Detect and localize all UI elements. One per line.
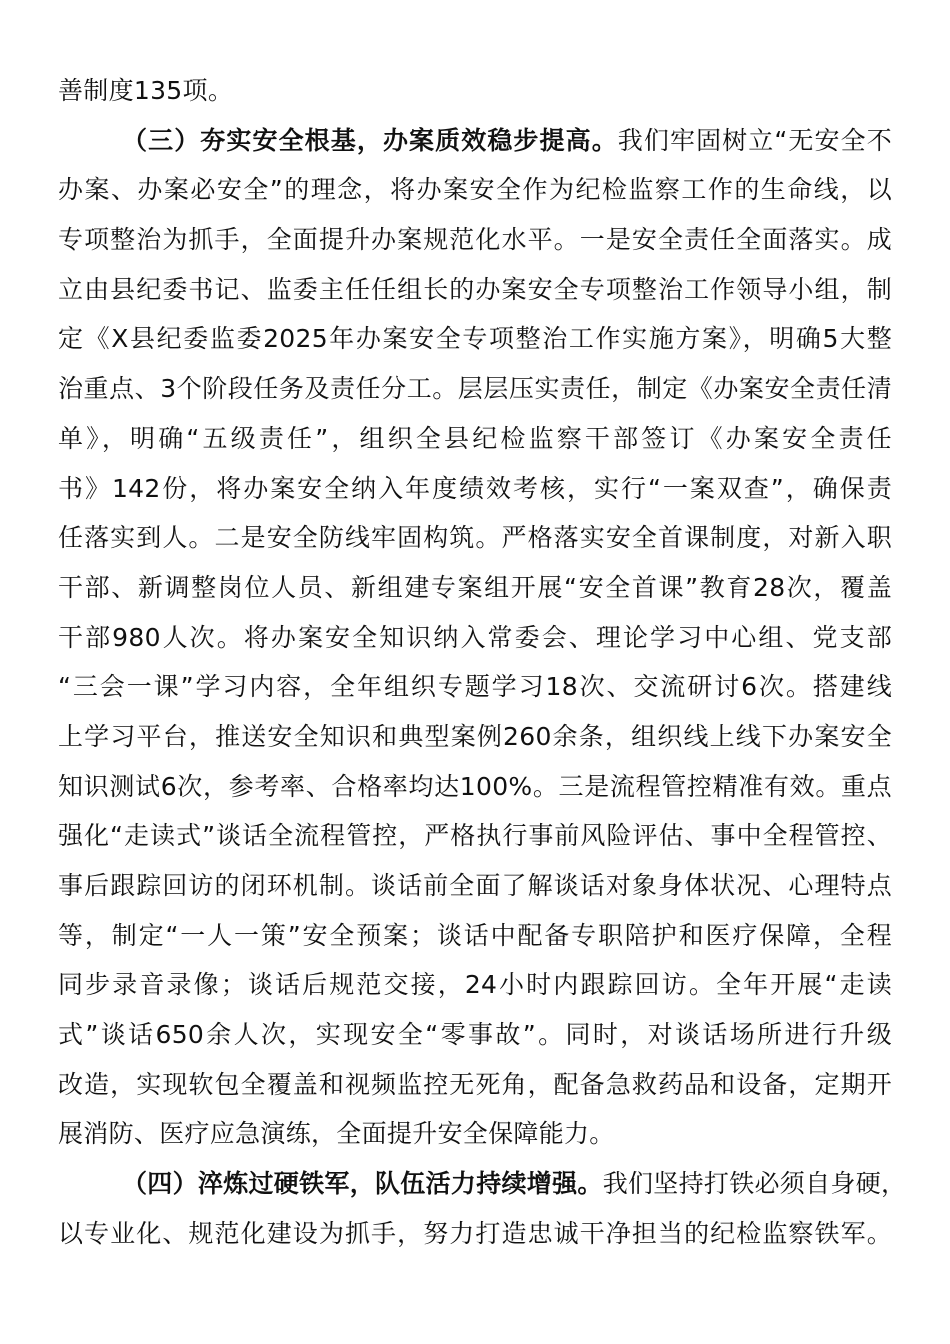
body-text: 同步录音录像；谈话后规范交接，24小时内跟踪回访。全年开展“走读 xyxy=(58,970,892,1000)
body-text: 知识测试6次，参考率、合格率均达100%。三是流程管控精准有效。重点 xyxy=(58,771,892,801)
text-line xyxy=(58,215,892,265)
section-heading: （四）淬炼过硬铁军，队伍活力持续增强。 xyxy=(122,1169,603,1199)
text-line xyxy=(58,1159,907,1209)
body-text: 上学习平台，推送安全知识和典型案例260余条，组织线上线下办案安全 xyxy=(58,721,892,751)
body-text: 书》142份，将办案安全纳入年度绩效考核，实行“一案双查”，确保责 xyxy=(58,473,892,503)
text-line xyxy=(58,861,892,911)
paragraph xyxy=(58,66,892,116)
section-heading: （三）夯实安全根基，办案质效稳步提高。 xyxy=(122,125,618,155)
text-line xyxy=(58,66,892,116)
paragraph xyxy=(58,1159,907,1258)
text-line xyxy=(58,314,892,364)
text-line xyxy=(58,1209,892,1259)
text-line xyxy=(58,1109,892,1159)
body-text: 干部、新调整岗位人员、新组建专案组开展“安全首课”教育28次，覆盖 xyxy=(58,572,892,602)
body-text: 办案、办案必安全”的理念，将办案安全作为纪检监察工作的生命线，以 xyxy=(58,175,892,205)
text-line xyxy=(58,811,892,861)
body-text: 单》，明确“五级责任”，组织全县纪检监察干部签订《办案安全责任 xyxy=(58,423,892,453)
body-text: 善制度135项。 xyxy=(58,76,234,105)
text-line xyxy=(58,1010,892,1060)
document-body xyxy=(58,66,907,1259)
body-text: 事后跟踪回访的闭环机制。谈话前全面了解谈话对象身体状况、心理特点 xyxy=(58,871,892,900)
body-text: 任落实到人。二是安全防线牢固构筑。严格落实安全首课制度，对新入职 xyxy=(58,523,892,553)
text-line xyxy=(58,165,892,215)
text-line xyxy=(58,1060,892,1110)
body-text: 等，制定“一人一策”安全预案；谈话中配备专职陪护和医疗保障，全程 xyxy=(58,920,892,950)
body-text: 治重点、3个阶段任务及责任分工。层层压实责任，制定《办案安全责任清 xyxy=(58,374,892,404)
text-line xyxy=(58,464,892,514)
text-line xyxy=(58,712,892,762)
body-text: 我们坚持打铁必须自身硬， xyxy=(602,1169,907,1199)
text-line xyxy=(58,414,892,464)
body-text: 式”谈话650余人次，实现安全“零事故”。同时，对谈话场所进行升级 xyxy=(58,1020,892,1050)
body-text: 改造，实现软包全覆盖和视频监控无死角，配备急救药品和设备，定期开 xyxy=(58,1069,892,1099)
body-text: 以专业化、规范化建设为抓手，努力打造忠诚干净担当的纪检监察铁军。 xyxy=(58,1218,892,1248)
text-line xyxy=(58,613,892,663)
body-text: 干部980人次。将办案安全知识纳入常委会、理论学习中心组、党支部 xyxy=(58,622,892,652)
text-line xyxy=(58,116,892,166)
body-text: “三会一课”学习内容，全年组织专题学习18次、交流研讨6次。搭建线 xyxy=(58,672,892,702)
body-text: 定《X县纪委监委2025年办案安全专项整治工作实施方案》，明确5大整 xyxy=(58,324,892,354)
body-text: 立由县纪委书记、监委主任任组长的办案安全专项整治工作领导小组，制 xyxy=(58,274,892,304)
body-text: 我们牢固树立“无安全不 xyxy=(617,125,892,155)
text-line xyxy=(58,265,892,315)
text-line xyxy=(58,364,892,414)
text-line xyxy=(58,911,892,961)
body-text: 展消防、医疗应急演练，全面提升安全保障能力。 xyxy=(58,1119,615,1149)
text-line xyxy=(58,513,892,563)
text-line xyxy=(58,662,892,712)
text-line xyxy=(58,762,892,812)
text-line xyxy=(58,563,892,613)
paragraph xyxy=(58,116,892,1159)
body-text: 专项整治为抓手，全面提升办案规范化水平。一是安全责任全面落实。成 xyxy=(58,225,892,255)
text-line xyxy=(58,960,892,1010)
body-text: 强化“走读式”谈话全流程管控，严格执行事前风险评估、事中全程管控、 xyxy=(58,821,892,851)
